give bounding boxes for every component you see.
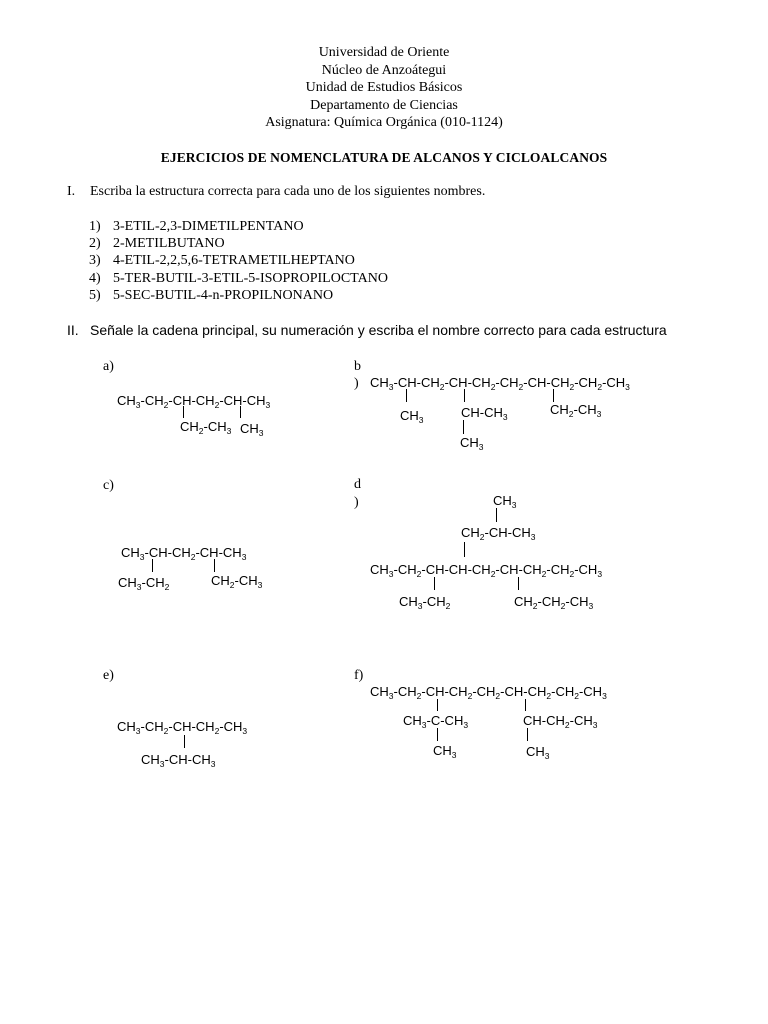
structure-a-substituent-ethyl: $CH_2-CH_3$ <box>180 419 232 436</box>
document-title: EJERCICIOS DE NOMENCLATURA DE ALCANOS Y CICLOALCANOS <box>160 150 608 165</box>
structure-d-main-chain: $CH_3-CH_2-CH-CH-CH_2-CH-CH_2-CH_2-CH_3$ <box>370 562 603 579</box>
structure-e-bond-1 <box>184 735 185 748</box>
section-2-instruction: Señale la cadena principal, su numeración y escriba el nombre correcto para cada estructura <box>90 322 667 338</box>
structure-c-substituent-left: $CH_3-CH_2$ <box>118 575 170 592</box>
structure-b-bond-1 <box>406 389 407 402</box>
structure-d-bond-top <box>496 508 497 522</box>
list-item <box>89 270 388 287</box>
structure-f-main-chain: $CH_3-CH_2-CH-CH_2-CH_2-CH-CH_2-CH_2-CH_3$ <box>370 684 607 701</box>
structure-b-substituent-terminal-methyl: $CH_3$ <box>460 435 484 452</box>
structure-f-substituent-methyl-1: $CH_3$ <box>433 743 457 760</box>
list-item <box>89 287 388 304</box>
document-header <box>0 44 768 132</box>
structure-d-bond-branch <box>464 542 465 557</box>
structure-f-bond-1 <box>437 699 438 711</box>
item-number: 4) <box>89 270 101 286</box>
structure-b-bond-2 <box>464 389 465 402</box>
structure-b-substituent-ethyl: $CH_2-CH_3$ <box>550 402 602 419</box>
structure-f-bond-4 <box>527 728 528 741</box>
structure-a-bond-1 <box>183 406 184 418</box>
list-item <box>89 235 388 252</box>
structure-e-main-chain: $CH_3-CH_2-CH-CH_2-CH_3$ <box>117 719 248 736</box>
structure-f-substituent-methyl-2: $CH_3$ <box>526 744 550 761</box>
section-2-number: II. <box>67 322 79 338</box>
structure-d-substituent-ethyl: $CH_3-CH_2$ <box>399 594 451 611</box>
structure-a-bond-2 <box>240 406 241 418</box>
structure-b-main-chain: $CH_3-CH-CH_2-CH-CH_2-CH_2-CH-CH_2-CH_2-CH_3$ <box>370 375 630 392</box>
structure-b-bond-3 <box>463 420 464 434</box>
structure-f-substituent-tert-butyl: $CH_3-C-CH_3$ <box>403 713 469 730</box>
structure-a-label: a) <box>103 359 114 374</box>
structure-f-bond-2 <box>525 699 526 711</box>
nucleus-name: Núcleo de Anzoátegui <box>321 62 447 78</box>
list-item <box>89 218 388 235</box>
structure-d-label: d <box>354 477 361 492</box>
structure-b-substituent-ethyl-branch: $CH-CH_3$ <box>461 405 508 422</box>
item-number: 5) <box>89 287 101 303</box>
item-number: 3) <box>89 253 101 269</box>
unit-name: Unidad de Estudios Básicos <box>305 80 463 96</box>
structure-f-bond-3 <box>437 728 438 741</box>
item-name: 3-ETIL-2,3-DIMETILPENTANO <box>113 219 304 234</box>
item-number: 1) <box>89 219 101 234</box>
structure-f-substituent-sec-butyl: $CH-CH_2-CH_3$ <box>523 713 598 730</box>
section-1-instruction: Escriba la estructura correcta para cada uno de los siguientes nombres. <box>90 184 486 199</box>
structure-c-main-chain: $CH_3-CH-CH_2-CH-CH_3$ <box>121 545 247 562</box>
structure-d-isobutyl-branch: $CH_2-CH-CH_3$ <box>461 525 536 542</box>
structure-d-bond-2 <box>518 577 519 590</box>
structure-b-label-paren: ) <box>354 376 359 391</box>
item-number: 2) <box>89 236 101 252</box>
structure-c-substituent-right: $CH_2-CH_3$ <box>211 573 263 590</box>
structure-d-label-paren: ) <box>354 495 359 510</box>
structure-b-bond-4 <box>553 389 554 402</box>
structure-d-bond-1 <box>434 577 435 590</box>
structure-e-label: e) <box>103 668 114 683</box>
item-name: 4-ETIL-2,2,5,6-TETRAMETILHEPTANO <box>113 253 355 269</box>
subject-name: Asignatura: Química Orgánica (010-1124) <box>265 115 503 131</box>
list-item <box>89 252 388 269</box>
structure-b-substituent-methyl: $CH_3$ <box>400 408 424 425</box>
item-name: 2-METILBUTANO <box>113 236 225 252</box>
item-name: 5-SEC-BUTIL-4-n-PROPILNONANO <box>113 287 334 303</box>
structure-b-label: b <box>354 359 361 374</box>
university-name: Universidad de Oriente <box>318 45 450 60</box>
structure-c-bond-1 <box>152 559 153 572</box>
department-name: Departamento de Ciencias <box>310 97 458 113</box>
section-1-number: I. <box>67 184 76 199</box>
structure-a-substituent-methyl: $CH_3$ <box>240 421 264 438</box>
item-name: 5-TER-BUTIL-3-ETIL-5-ISOPROPILOCTANO <box>113 270 388 286</box>
names-list <box>89 218 388 304</box>
structure-d-top-methyl: $CH_3$ <box>493 493 517 510</box>
structure-c-bond-2 <box>214 559 215 572</box>
structure-e-substituent-isopropyl: $CH_3-CH-CH_3$ <box>141 752 216 769</box>
structure-f-label: f) <box>354 668 364 683</box>
structure-a-main-chain: $CH_3-CH_2-CH-CH_2-CH-CH_3$ <box>117 393 271 410</box>
structure-d-substituent-propyl: $CH_2-CH_2-CH_3$ <box>514 594 594 611</box>
structure-c-label: c) <box>103 478 114 493</box>
